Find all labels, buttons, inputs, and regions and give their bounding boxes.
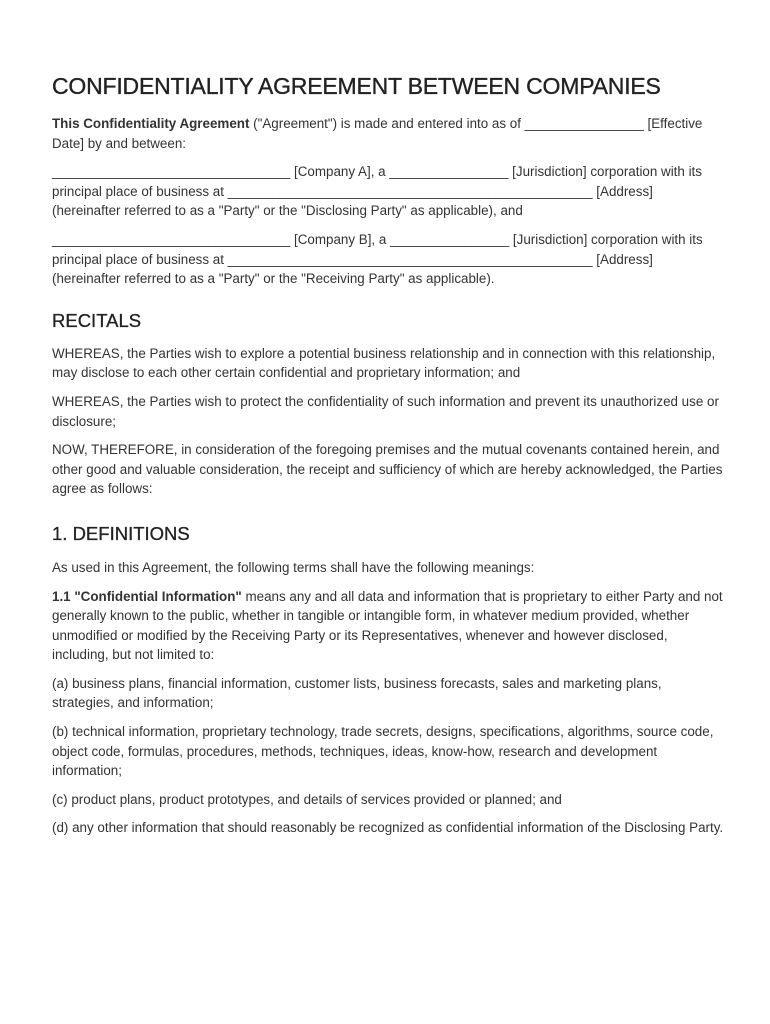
recital-paragraph: WHEREAS, the Parties wish to protect the confidentiality of such information and prevent its unauthorized use or disclosure; [52,393,719,429]
party-a-paragraph: ________________________________ [Company A], a ________________ [Jurisdiction] corporation with its principal place of business at _________________________________________________ [Address] (hereinafter referred to as a "Party" or the "Disclosing Party" as applicable), and [52,164,702,219]
definition-term: 1.1 "Confidential Information" [52,588,242,604]
definition-list-item: (b) technical information, proprietary technology, trade secrets, designs, specifications, algorithms, source code, object code, formulas, procedures, methods, techniques, ideas, know-how, research and development information; [52,724,714,779]
intro-lead: This Confidentiality Agreement [52,116,250,131]
document-title: CONFIDENTIALITY AGREEMENT BETWEEN COMPANIES [52,73,661,99]
party-b-paragraph: ________________________________ [Company B], a ________________ [Jurisdiction] corporation with its principal place of business at _________________________________________________ [Address] (hereinafter referred to as a "Party" or the "Receiving Party" as applicable). [52,231,703,287]
document-page [52,70,724,838]
definitions-heading: 1. DEFINITIONS [52,522,190,544]
definition-1-1 [52,587,724,665]
definition-list-item: (a) business plans, financial information, customer lists, business forecasts, sales and marketing plans, strategies, and information; [52,675,662,711]
definition-list-item: (c) product plans, product prototypes, and details of services provided or planned; and [52,791,562,807]
recital-paragraph: NOW, THEREFORE, in consideration of the foregoing premises and the mutual covenants contained herein, and other good and valuable consideration, the receipt and sufficiency of which are hereby acknowledged, the Parties agree as follows: [52,442,723,497]
intro-text: ("Agreement") is made and entered into as of ________________ [Effective Date] by and between: [52,116,703,151]
intro-paragraph [52,114,724,153]
recitals-heading: RECITALS [52,309,142,331]
recital-paragraph: WHEREAS, the Parties wish to explore a potential business relationship and in connection with this relationship, may disclose to each other certain confidential and proprietary information; and [52,345,716,381]
definitions-intro: As used in this Agreement, the following terms shall have the following meanings: [52,559,535,575]
definition-text: means any and all data and information that is proprietary to either Party and not generally known to the public, whether in tangible or intangible form, in whatever medium provided, whether unmodified or modified by the Receiving Party or its Representatives, whenever and however disclosed, including, but not limited to: [52,588,723,663]
definition-list-item: (d) any other information that should reasonably be recognized as confidential information of the Disclosing Party. [52,820,724,836]
